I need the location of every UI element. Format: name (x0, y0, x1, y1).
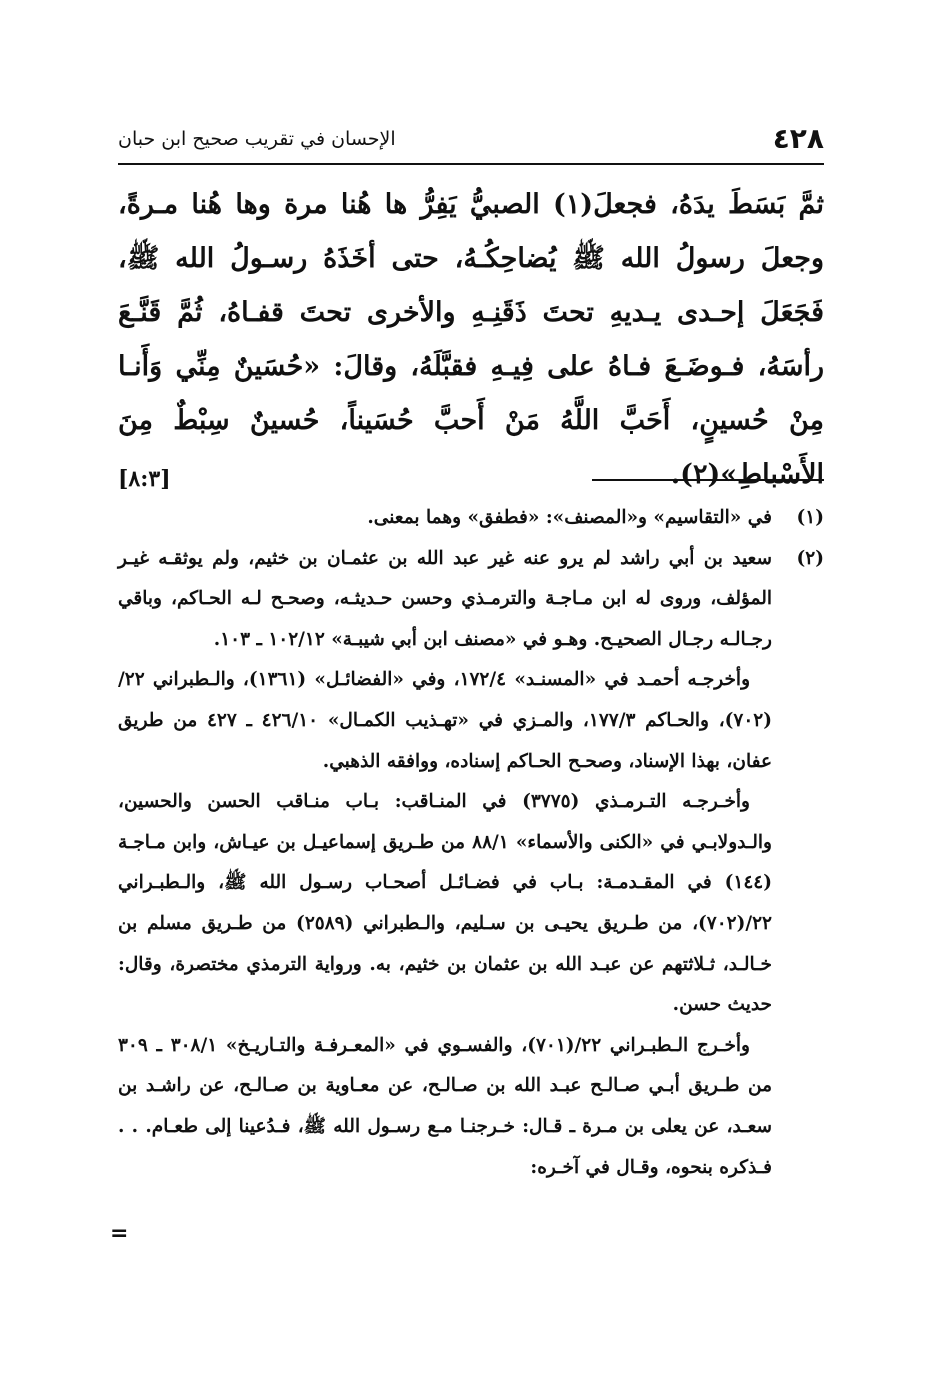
footnote-paragraph: في «التقاسيم» و«المصنف»: «فطفق» وهما بمعنى. (367, 507, 772, 528)
footnote-number: (١) (796, 507, 824, 528)
footnote-paragraph: وأخرجـه أحمـد في «المسنـد» ١٧٢/٤، وفي «الفضائـل» (١٣٦١)، والـطبراني ٢٢/ (٧٠٢)، والحـاكم ١٧٧/٣، والمـزي في «تهـذيب الكمـال» ٤٢٦/١٠ ـ ٤٢٧ من طريق عفان، بهذا الإسناد، وصحـح الحـاكم إسناده، ووافقه الذهبي. (118, 669, 772, 772)
footnote-body (118, 539, 772, 1189)
footnotes (118, 498, 824, 1188)
page-number: ٤٢٨ (772, 122, 824, 155)
hadith-text (118, 178, 824, 506)
footnote-body (118, 498, 772, 539)
hadith-paragraph (118, 178, 824, 502)
footnote-paragraph: سعيد بن أبي راشد لم يرو عنه غير عبد الله بن عثمـان بن خثيم، ولم يوثقـه غيـر المؤلف، وروى له ابن مـاجـة والترمـذي وحسن حـديثـه، وصحـح لـه الحـاكم، وباقي رجـالـه رجـال الصحيـح. وهـو في «مصنف ابن أبي شيبـة» ١٠٢/١٢ ـ ١٠٣. (118, 547, 772, 650)
footnote-paragraph: وأخـرجـه التـرمـذي (٣٧٧٥) في المنـاقب: بـاب منـاقب الحسن والحسين، والـدولابـي في «الكنى والأسماء» ٨٨/١ من طـريق إسماعيـل بن عيـاش، وابن مـاجـة (١٤٤) في المقـدمـة: بـاب في فضـائـل أصحـاب رسـول الله ﷺ، والـطبـراني ٢٢/(٧٠٢)، من طـريق يحيـى بن سـليم، والـطبراني (٢٥٨٩) من طـريق مسلم بن خـالـد، ثـلاثتهم عن عبـد الله بن عثمان بن خثيم، به. ورواية الترمذي مختصرة، وقال: حديث حسن. (118, 791, 772, 1016)
footnote-paragraph: وأخـرج الـطبـراني ٢٢/(٧٠١)، والفسـوي في «المعـرفـة والتـاريـخ» ٣٠٨/١ ـ ٣٠٩ من طـريق أبـي صـالـح عبـد الله بن صـالـح، عن معـاوية بن صـالـح، عن راشـد بن سعـد، عن يعلى بن مـرة ـ قـال: خـرجنـا مـع رسـول الله ﷺ، فـدُعينا إلى طعـام. . . فـذكره بنحوه، وقـال في آخـره: (118, 1034, 772, 1178)
reference-marker: [٨:٣] (118, 466, 171, 492)
header-rule (118, 163, 824, 165)
footnote-number: (٢) (796, 547, 824, 569)
running-title: الإحسان في تقريب صحيح ابن حبان (118, 128, 396, 150)
page-header (118, 122, 824, 164)
continuation-mark: = (110, 1221, 129, 1246)
hadith-body: ثمَّ بَسَطَ يدَهُ، فجعلَ(١) الصبيُّ يَفِرُّ ها هُنا مرة وها هُنا مـرةً، وجعلَ رسولُ الله ﷺ يُضاحِكُـهُ، حتى أخَذَهُ رسـولُ الله ﷺ، فَجَعَلَ إحـدى يـديهِ تحتَ ذَقَنِـهِ والأخرى تحتَ قفـاهُ، ثُمَّ قَنَّـعَ رأسَهُ، فـوضَـعَ فـاهُ على فِيـهِ فقبَّلَهُ، وقالَ: «حُسَينٌ مِنِّي وَأَنـا مِنْ حُسينٍ، أَحَبَّ اللَّهُ مَنْ أَحبَّ حُسَيناً، حُسينٌ سِبْطٌ مِنَ الأَسْباطِ»(٢). (118, 189, 825, 490)
footnote-2 (118, 539, 824, 1189)
footnote-1 (118, 498, 824, 539)
footnote-rule (592, 479, 824, 481)
